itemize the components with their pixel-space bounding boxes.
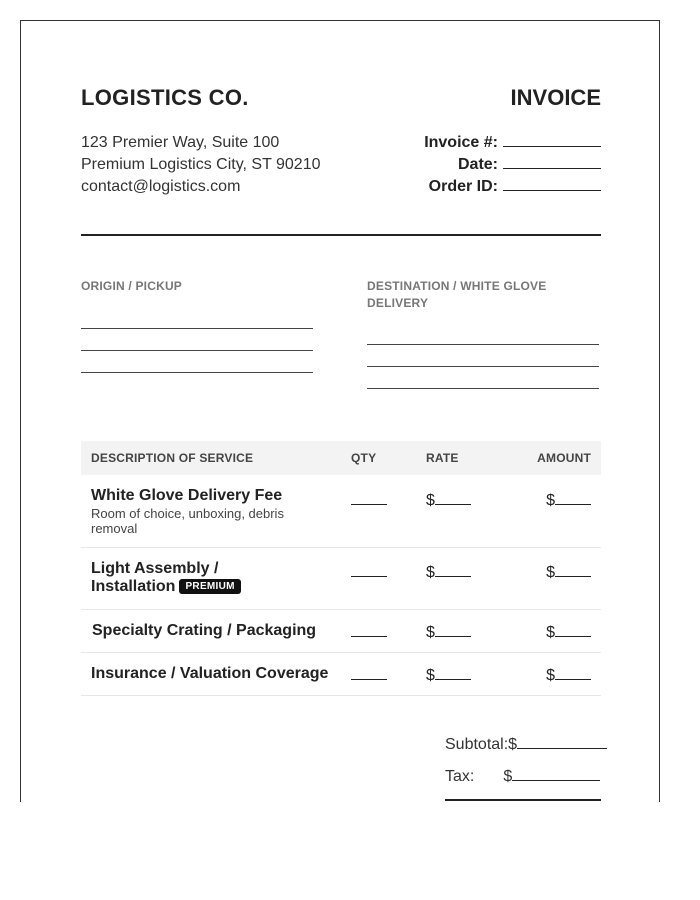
- origin-line-1[interactable]: [81, 328, 313, 329]
- origin-line-3[interactable]: [81, 372, 313, 373]
- tax-field[interactable]: [512, 765, 600, 781]
- header-amount: AMOUNT: [537, 451, 591, 465]
- invoice-meta: [424, 132, 601, 198]
- amount-field[interactable]: [555, 560, 591, 577]
- table-header: [81, 441, 601, 475]
- company-name: LOGISTICS CO.: [81, 85, 249, 110]
- service-title: White Glove Delivery Fee: [91, 487, 283, 504]
- amount-currency: $: [546, 492, 555, 509]
- amount-field[interactable]: [555, 488, 591, 505]
- service-title: Insurance / Valuation Coverage: [91, 665, 329, 682]
- contact-email: contact@logistics.com: [81, 178, 241, 195]
- rate-field[interactable]: [435, 620, 471, 637]
- qty-cell: [351, 663, 387, 685]
- company-address: [81, 132, 321, 198]
- subtotal-row: [445, 733, 607, 754]
- rate-cell: [426, 560, 471, 582]
- destination-label: DESTINATION / WHITE GLOVE DELIVERY: [367, 279, 547, 310]
- premium-badge: PREMIUM: [179, 579, 240, 594]
- amount-currency: $: [546, 564, 555, 581]
- header-divider: [81, 234, 601, 236]
- service-cell: [91, 487, 321, 536]
- header-qty: QTY: [351, 451, 377, 465]
- amount-cell: [546, 560, 591, 582]
- subtotal-currency: $: [508, 736, 518, 753]
- amount-currency: $: [546, 667, 555, 684]
- qty-field[interactable]: [351, 488, 387, 505]
- tax-row: [445, 765, 600, 786]
- amount-cell: [546, 488, 591, 510]
- service-cell: [91, 665, 341, 683]
- table-row: [81, 475, 601, 548]
- subtotal-label: Subtotal:: [445, 736, 509, 753]
- rate-cell: [426, 620, 471, 642]
- invoice-number-row: [424, 132, 601, 154]
- destination-line-2[interactable]: [367, 366, 599, 367]
- amount-field[interactable]: [555, 620, 591, 637]
- table-row: [81, 653, 601, 696]
- header-description: DESCRIPTION OF SERVICE: [91, 451, 254, 465]
- rate-field[interactable]: [435, 663, 471, 680]
- date-label: Date:: [457, 156, 498, 173]
- amount-cell: [546, 663, 591, 685]
- date-field[interactable]: [503, 154, 601, 169]
- rate-field[interactable]: [435, 488, 471, 505]
- subtotal-field[interactable]: [517, 733, 607, 749]
- origin-line-2[interactable]: [81, 350, 313, 351]
- table-row: [81, 610, 601, 653]
- rate-currency: $: [426, 564, 435, 581]
- service-cell: [92, 622, 332, 640]
- invoice-number-field[interactable]: [503, 132, 601, 147]
- rate-currency: $: [426, 624, 435, 641]
- amount-field[interactable]: [555, 663, 591, 680]
- order-id-row: [424, 176, 601, 198]
- service-title: Light Assembly / Installation PREMIUM: [91, 560, 321, 596]
- origin-label: ORIGIN / PICKUP: [81, 279, 183, 293]
- destination-line-3[interactable]: [367, 388, 599, 389]
- qty-cell: [351, 620, 387, 642]
- qty-field[interactable]: [351, 663, 387, 680]
- order-id-label: Order ID:: [428, 178, 498, 195]
- qty-field[interactable]: [351, 620, 387, 637]
- order-id-field[interactable]: [503, 176, 601, 191]
- address-line-1: 123 Premier Way, Suite 100: [81, 134, 280, 151]
- services-table: [81, 441, 601, 696]
- invoice-number-label: Invoice #:: [424, 134, 498, 151]
- qty-cell: [351, 560, 387, 582]
- rate-cell: [426, 663, 471, 685]
- service-cell: [91, 560, 321, 596]
- table-row: [81, 548, 601, 610]
- destination-line-1[interactable]: [367, 344, 599, 345]
- rate-currency: $: [426, 492, 435, 509]
- service-description: Room of choice, unboxing, debris removal: [91, 506, 284, 536]
- totals-divider: [445, 799, 601, 801]
- date-row: [424, 154, 601, 176]
- rate-field[interactable]: [435, 560, 471, 577]
- qty-cell: [351, 488, 387, 510]
- invoice-title: INVOICE: [510, 85, 601, 110]
- address-line-2: Premium Logistics City, ST 90210: [81, 156, 321, 173]
- header-rate: RATE: [426, 451, 459, 465]
- service-title: Specialty Crating / Packaging: [92, 622, 317, 639]
- qty-field[interactable]: [351, 560, 387, 577]
- amount-currency: $: [546, 624, 555, 641]
- tax-label: Tax:: [445, 768, 475, 785]
- rate-currency: $: [426, 667, 435, 684]
- tax-currency: $: [503, 768, 513, 785]
- amount-cell: [546, 620, 591, 642]
- rate-cell: [426, 488, 471, 510]
